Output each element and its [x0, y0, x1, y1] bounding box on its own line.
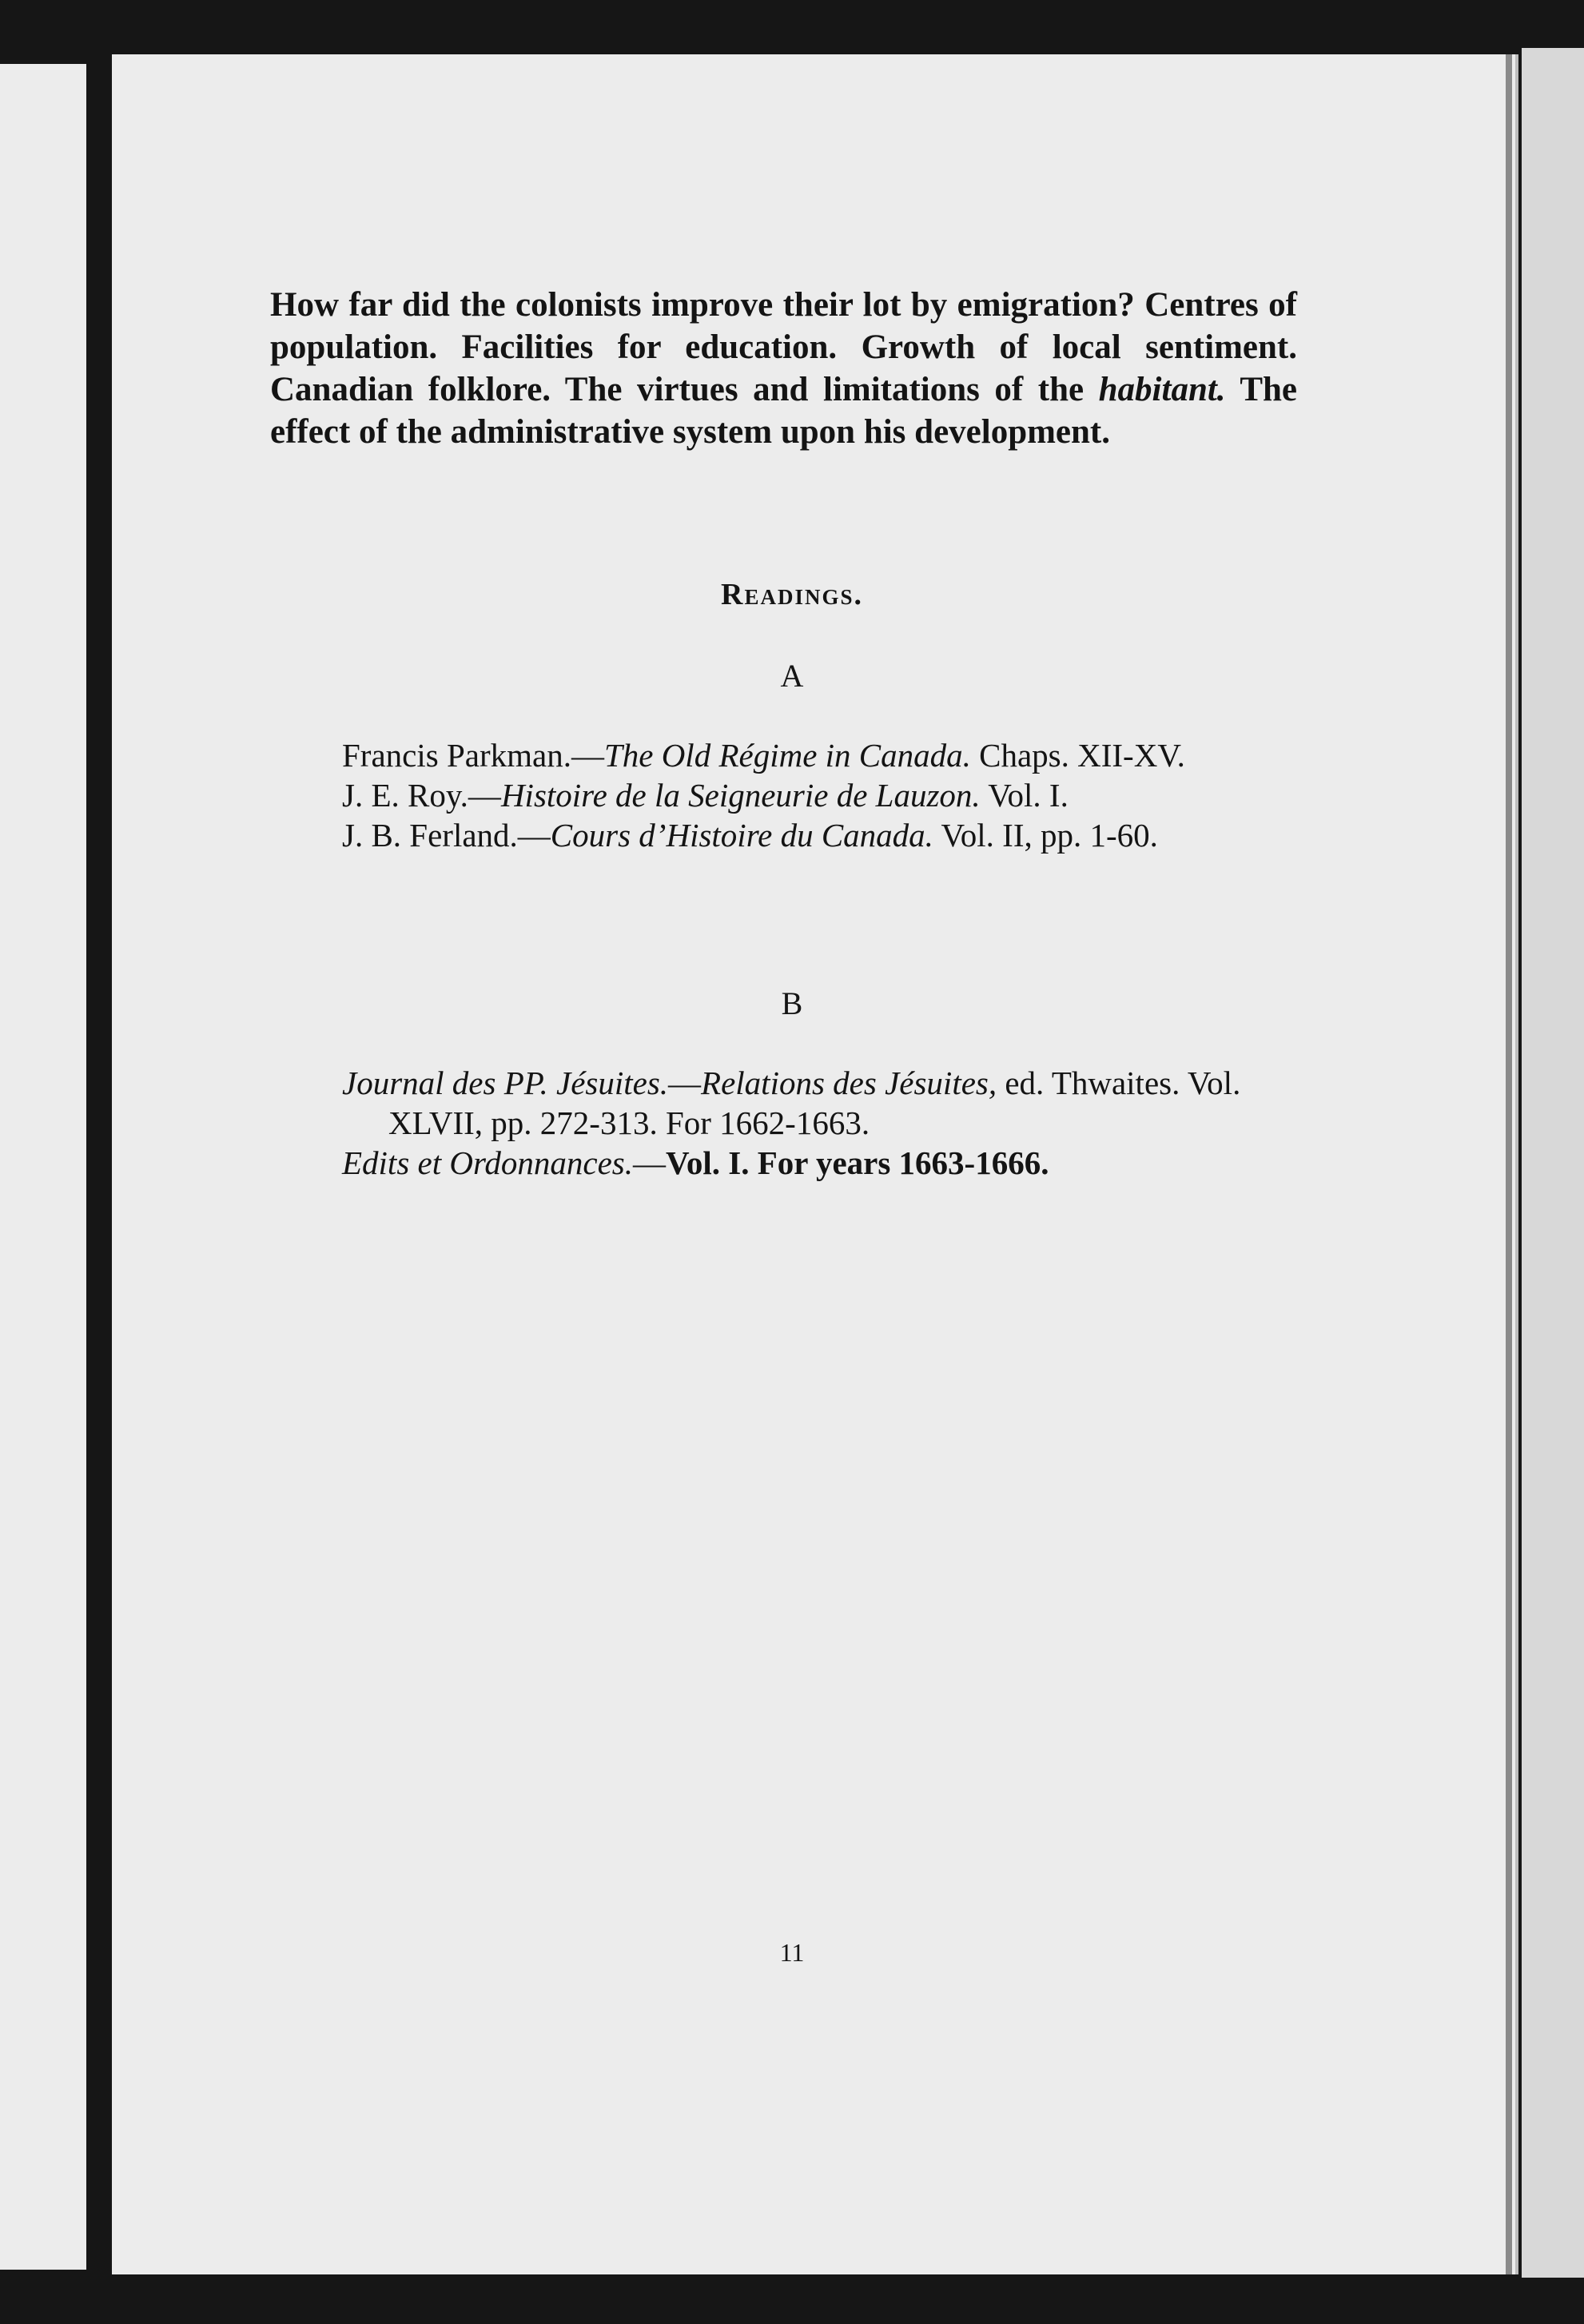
reference-dash: —: [668, 1065, 702, 1101]
reference-details: Chaps. XII-XV.: [970, 737, 1185, 774]
reference-item: [342, 1063, 1309, 1143]
section-a-label: A: [780, 658, 804, 694]
page-number: 11: [779, 1938, 805, 1967]
paragraph-italic-term: habitant.: [1098, 371, 1226, 408]
reference-item: [342, 735, 1309, 775]
reference-title: Cours d’Histoire du Canada.: [550, 817, 933, 854]
reference-details: Vol. I.: [980, 777, 1069, 814]
section-b-reference-list: [342, 1063, 1309, 1183]
reference-title-secondary: Relations des Jésuites,: [701, 1065, 997, 1101]
reference-title: Journal des PP. Jésuites.: [342, 1065, 669, 1101]
reference-author: J. E. Roy.—: [342, 777, 501, 814]
reference-details: Vol. II, pp. 1-60.: [933, 817, 1158, 854]
body-paragraph: [270, 284, 1297, 453]
section-b-label: B: [781, 985, 803, 1021]
reference-title: Edits et Ordonnances.: [342, 1144, 634, 1181]
reference-author: Francis Parkman.—: [342, 737, 604, 774]
reference-details: ed. Thwaites. Vol. XLVII, pp. 272-313. For 1662-1663.: [388, 1065, 1241, 1141]
paragraph-text-end: The effect of the administrative system upon his development.: [270, 371, 1297, 451]
paragraph-text-start: How far did the colonists improve their lot by emigration? Centres of population. Facilities for education. Growth of local sentiment. Canadian folklore. The virtues and limitations of the: [270, 286, 1297, 408]
reference-item: [342, 1143, 1309, 1183]
reference-author: J. B. Ferland.—: [342, 817, 551, 854]
reference-title: The Old Régime in Canada.: [603, 737, 971, 774]
reference-details: Vol. I. For years 1663-1666.: [666, 1144, 1049, 1181]
readings-heading: Readings.: [721, 578, 863, 611]
reference-title: Histoire de la Seigneurie de Lauzon.: [500, 777, 981, 814]
reference-item: [342, 775, 1309, 815]
reference-dash: —: [633, 1144, 667, 1181]
section-a-reference-list: [342, 735, 1309, 855]
reference-item: [342, 815, 1309, 855]
